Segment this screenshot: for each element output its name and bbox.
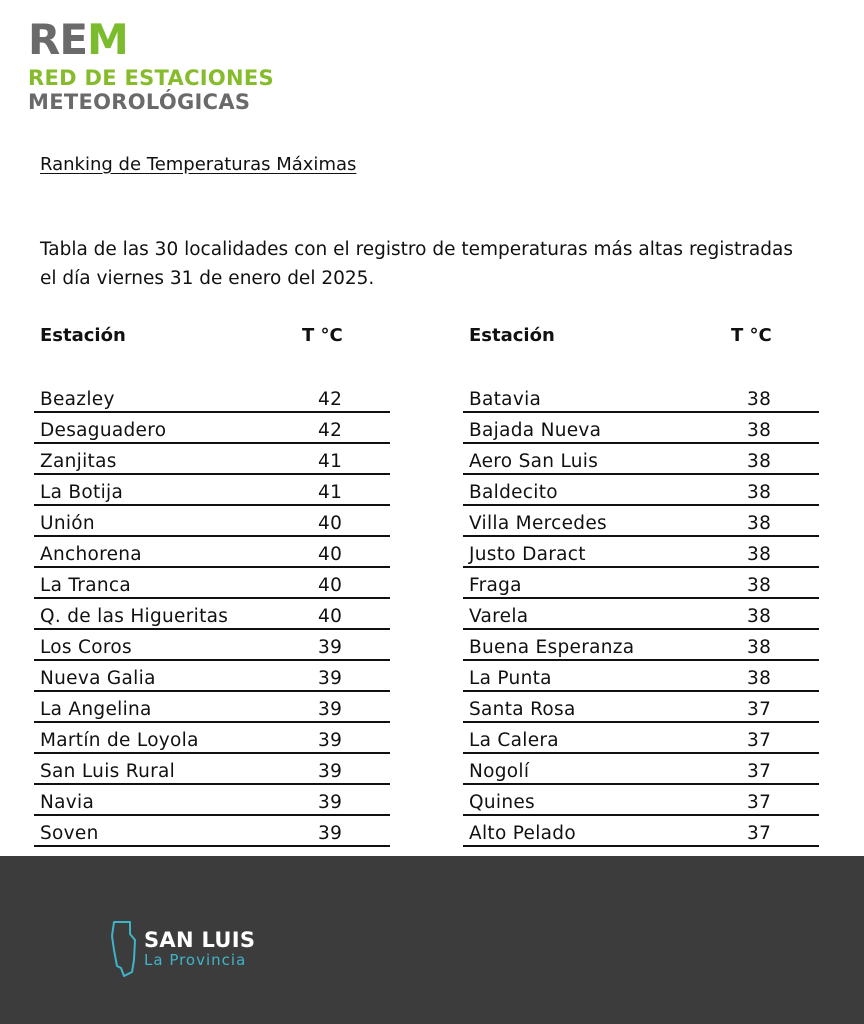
table-header	[463, 318, 819, 352]
table-row	[34, 506, 390, 537]
station-name: Beazley	[40, 389, 115, 410]
table-header	[34, 318, 390, 352]
san-luis-map-icon	[108, 920, 138, 978]
table-body	[463, 382, 819, 847]
table-row	[34, 599, 390, 630]
table-row	[463, 599, 819, 630]
max-temperature: 40	[318, 575, 343, 596]
rem-logo	[28, 15, 274, 114]
header-temp: T °C	[731, 324, 772, 346]
ranking-table-right	[463, 318, 819, 847]
station-name: Santa Rosa	[469, 699, 576, 720]
station-name: La Botija	[40, 482, 124, 503]
san-luis-logo	[108, 920, 255, 978]
max-temperature: 38	[747, 606, 772, 627]
max-temperature: 39	[318, 730, 343, 751]
max-temperature: 38	[747, 544, 772, 565]
header-station: Estación	[40, 324, 126, 346]
footer	[0, 856, 864, 1024]
station-name: Soven	[40, 823, 99, 844]
max-temperature: 37	[747, 792, 772, 813]
max-temperature: 38	[747, 451, 772, 472]
max-temperature: 38	[747, 420, 772, 441]
station-name: Justo Daract	[469, 544, 586, 565]
table-row	[34, 630, 390, 661]
station-name: Zanjitas	[40, 451, 117, 472]
logo-tagline-2: METEOROLÓGICAS	[28, 90, 251, 114]
station-name: San Luis Rural	[40, 761, 176, 782]
table-row	[34, 382, 390, 413]
table-row	[34, 785, 390, 816]
station-name: Aero San Luis	[469, 451, 599, 472]
max-temperature: 37	[747, 823, 772, 844]
table-row	[463, 661, 819, 692]
logo-wordmark	[28, 15, 274, 64]
table-row	[463, 785, 819, 816]
logo-wordmark-m: M	[87, 15, 128, 64]
station-name: Martín de Loyola	[40, 730, 199, 751]
max-temperature: 37	[747, 699, 772, 720]
table-row	[34, 444, 390, 475]
table-row	[463, 444, 819, 475]
station-name: Nueva Galia	[40, 668, 156, 689]
table-row	[34, 475, 390, 506]
max-temperature: 41	[318, 451, 343, 472]
station-name: La Punta	[469, 668, 552, 689]
table-row	[463, 816, 819, 847]
station-name: Los Coros	[40, 637, 132, 658]
max-temperature: 39	[318, 823, 343, 844]
table-row	[463, 413, 819, 444]
table-row	[463, 475, 819, 506]
header-station: Estación	[469, 324, 555, 346]
max-temperature: 39	[318, 792, 343, 813]
max-temperature: 39	[318, 761, 343, 782]
table-row	[34, 413, 390, 444]
table-row	[463, 692, 819, 723]
logo-tagline-1: RED DE ESTACIONES	[28, 66, 274, 90]
max-temperature: 38	[747, 637, 772, 658]
header-temp: T °C	[302, 324, 343, 346]
station-name: La Angelina	[40, 699, 152, 720]
table-row	[34, 816, 390, 847]
table-row	[463, 630, 819, 661]
station-name: Batavia	[469, 389, 542, 410]
station-name: Unión	[40, 513, 95, 534]
ranking-table-left	[34, 318, 390, 847]
station-name: Villa Mercedes	[469, 513, 607, 534]
max-temperature: 39	[318, 637, 343, 658]
station-name: Q. de las Higueritas	[40, 606, 229, 627]
station-name: Nogolí	[469, 761, 530, 782]
table-row	[463, 506, 819, 537]
station-name: Baldecito	[469, 482, 558, 503]
intro-text	[40, 235, 860, 293]
station-name: Buena Esperanza	[469, 637, 635, 658]
brand-name: SAN LUIS	[144, 928, 256, 952]
max-temperature: 40	[318, 513, 343, 534]
table-row	[463, 537, 819, 568]
table-row	[463, 754, 819, 785]
table-row	[463, 568, 819, 599]
station-name: La Tranca	[40, 575, 131, 596]
page-title: Ranking de Temperaturas Máximas	[40, 154, 357, 175]
brand-subtitle: La Provincia	[144, 951, 247, 969]
intro-line-2: el día viernes 31 de enero del 2025.	[40, 268, 375, 289]
max-temperature: 38	[747, 389, 772, 410]
max-temperature: 41	[318, 482, 343, 503]
table-row	[34, 754, 390, 785]
san-luis-text	[144, 929, 255, 969]
station-name: Alto Pelado	[469, 823, 576, 844]
intro-line-1: Tabla de las 30 localidades con el registro de temperaturas más altas registradas	[40, 239, 793, 260]
max-temperature: 38	[747, 482, 772, 503]
station-name: Varela	[469, 606, 529, 627]
station-name: La Calera	[469, 730, 559, 751]
max-temperature: 37	[747, 730, 772, 751]
station-name: Desaguadero	[40, 420, 167, 441]
station-name: Navia	[40, 792, 95, 813]
max-temperature: 38	[747, 513, 772, 534]
station-name: Fraga	[469, 575, 522, 596]
table-row	[463, 723, 819, 754]
max-temperature: 39	[318, 668, 343, 689]
table-row	[34, 568, 390, 599]
max-temperature: 40	[318, 606, 343, 627]
max-temperature: 38	[747, 575, 772, 596]
max-temperature: 38	[747, 668, 772, 689]
max-temperature: 39	[318, 699, 343, 720]
table-row	[34, 692, 390, 723]
table-row	[34, 723, 390, 754]
max-temperature: 37	[747, 761, 772, 782]
station-name: Bajada Nueva	[469, 420, 602, 441]
logo-wordmark-re: RE	[28, 15, 88, 64]
table-row	[34, 537, 390, 568]
max-temperature: 42	[318, 389, 343, 410]
station-name: Quines	[469, 792, 535, 813]
table-row	[463, 382, 819, 413]
station-name: Anchorena	[40, 544, 142, 565]
table-row	[34, 661, 390, 692]
table-body	[34, 382, 390, 847]
max-temperature: 40	[318, 544, 343, 565]
max-temperature: 42	[318, 420, 343, 441]
